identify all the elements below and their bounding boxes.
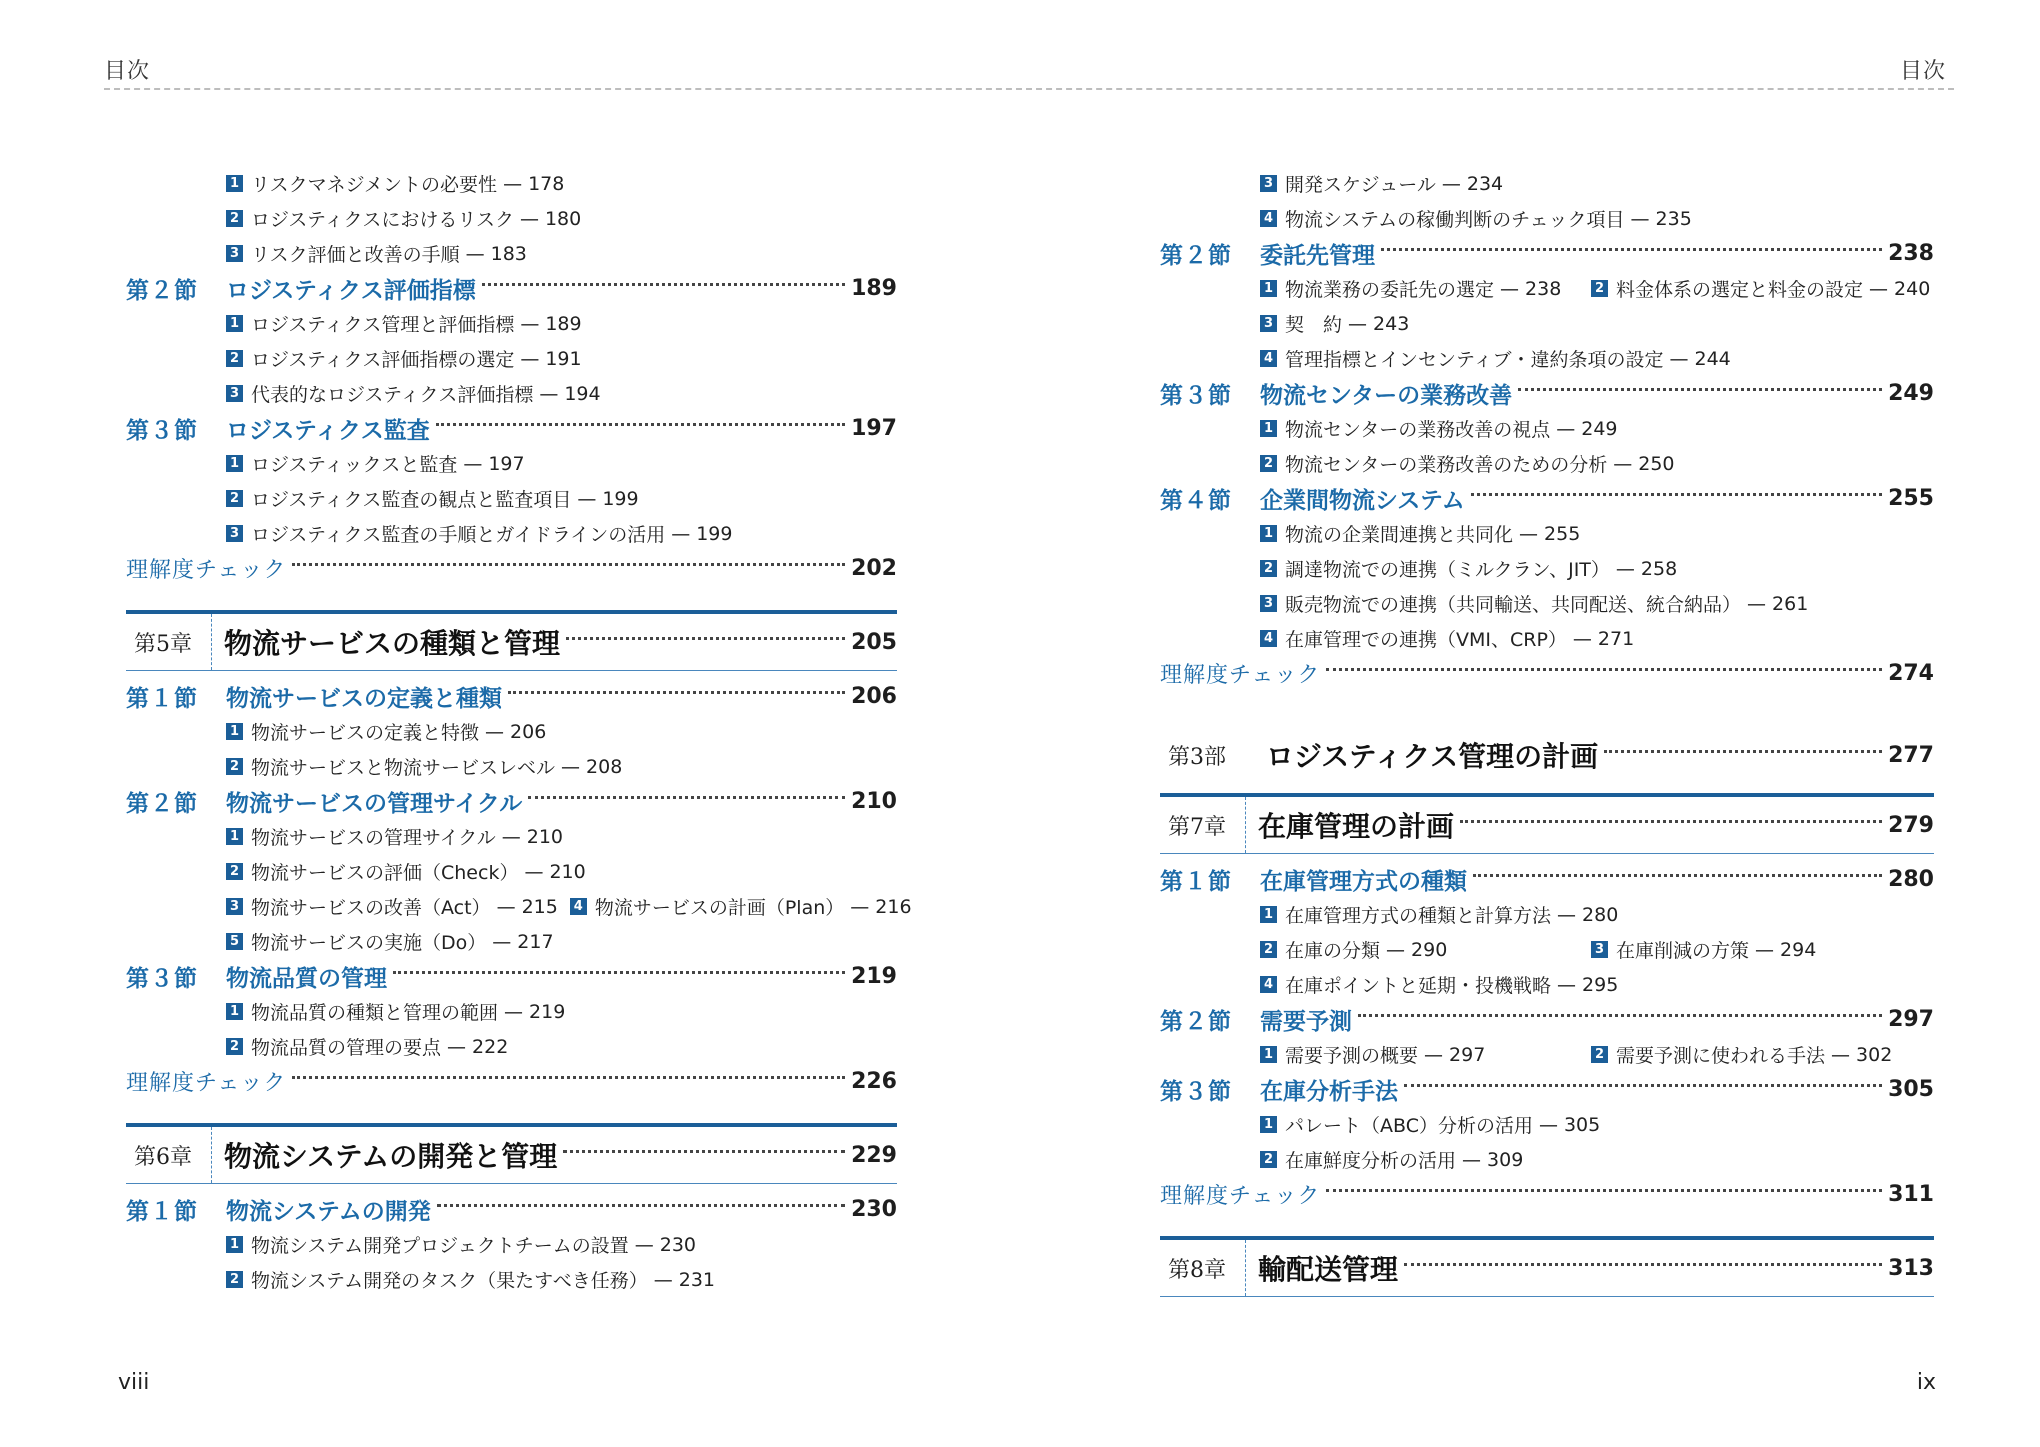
item-title: 物流サービスの改善（Act）: [251, 897, 491, 919]
item-page: 178: [528, 172, 565, 195]
section-page: 197: [851, 416, 897, 441]
toc-section[interactable]: [126, 784, 897, 819]
chapter-title: 在庫管理の計画: [1258, 810, 1455, 843]
item-number-badge: 3: [226, 385, 243, 402]
item-title: ロジスティクス監査の手順とガイドラインの活用: [251, 524, 666, 546]
toc-item[interactable]: 1 物流品質の種類と管理の範囲 — 219: [126, 994, 897, 1029]
toc-chapter[interactable]: [1160, 793, 1934, 854]
part-page: 277: [1888, 742, 1934, 768]
item-title: 物流サービスの計画（Plan）: [594, 897, 845, 919]
leader-dots: [1326, 1189, 1882, 1192]
toc-item[interactable]: 1 物流システム開発プロジェクトチームの設置 — 230: [126, 1227, 897, 1262]
item-number-badge: 2: [1260, 1151, 1277, 1168]
chapter-label: 第7章: [1160, 797, 1246, 853]
toc-chapter[interactable]: [126, 610, 897, 671]
leader-dots: [482, 283, 845, 286]
section-page: 210: [851, 789, 897, 814]
item-page: 215: [521, 895, 558, 918]
leader-dots: [1326, 668, 1882, 671]
item-number-badge: 2: [1591, 280, 1608, 297]
item-title: 物流サービスの実施（Do）: [251, 932, 487, 954]
item-number-badge: 2: [1260, 941, 1277, 958]
item-title: パレート（ABC）分析の活用: [1285, 1115, 1533, 1137]
item-page: 235: [1655, 207, 1692, 230]
section-title: 物流サービスの管理サイクル: [226, 791, 523, 817]
toc-item[interactable]: 4 物流システムの稼働判断のチェック項目 — 235: [1160, 201, 1934, 236]
section-label: 第１節: [1160, 869, 1232, 895]
section-page: 189: [851, 276, 897, 301]
section-title: 物流センターの業務改善: [1260, 383, 1513, 409]
section-title: 物流システムの開発: [226, 1199, 431, 1225]
item-page: 191: [545, 347, 582, 370]
toc-review-check[interactable]: [1160, 1177, 1934, 1212]
leader-dots: [1604, 750, 1882, 753]
toc-item[interactable]: 2 物流品質の管理の要点 — 222: [126, 1029, 897, 1064]
toc-item[interactable]: 2 料金体系の選定と料金の設定 — 240: [1591, 275, 1930, 302]
item-number-badge: 2: [226, 1038, 243, 1055]
leader-dots: [1358, 1014, 1882, 1017]
section-label: 第２節: [1160, 243, 1232, 269]
chapter-page: 279: [1888, 812, 1934, 838]
toc-item[interactable]: 2 ロジスティクス評価指標の選定 — 191: [126, 341, 897, 376]
item-number-badge: 4: [570, 898, 587, 915]
item-number-badge: 2: [226, 210, 243, 227]
item-page: 180: [544, 207, 582, 230]
toc-item[interactable]: 1 需要予測の概要 — 297: [1260, 1041, 1485, 1068]
toc-section[interactable]: [1160, 481, 1934, 516]
toc-item[interactable]: 2 ロジスティクス監査の観点と監査項目 — 199: [126, 481, 897, 516]
item-number-badge: 1: [226, 175, 243, 192]
section-title: 委託先管理: [1260, 243, 1375, 269]
toc-item[interactable]: 2 在庫鮮度分析の活用 — 309: [1160, 1142, 1934, 1177]
toc-item[interactable]: 2 物流サービスの評価（Check） — 210: [126, 854, 897, 889]
item-number-badge: 3: [1260, 595, 1277, 612]
section-title: 企業間物流システム: [1260, 488, 1465, 514]
toc-review-check[interactable]: [126, 551, 897, 586]
item-title: 物流品質の種類と管理の範囲: [251, 1002, 499, 1024]
item-number-badge: 2: [1260, 455, 1277, 472]
toc-item-pair[interactable]: [1160, 1037, 1934, 1072]
leader-dots: [1404, 1263, 1882, 1266]
item-title: 契 約: [1285, 314, 1343, 336]
toc-section[interactable]: [126, 1192, 897, 1227]
item-number-badge: 2: [1260, 560, 1277, 577]
item-number-badge: 2: [1591, 1046, 1608, 1063]
item-title: 在庫削減の方策: [1616, 940, 1750, 962]
item-title: 物流システムの稼働判断のチェック項目: [1285, 209, 1625, 231]
item-page: 290: [1411, 938, 1448, 961]
item-page: 305: [1563, 1113, 1601, 1136]
leader-dots: [1381, 248, 1882, 251]
part-label: 第3部: [1168, 744, 1226, 770]
item-page: 234: [1466, 172, 1504, 195]
toc-chapter[interactable]: [126, 1123, 897, 1184]
toc-item[interactable]: 1 リスクマネジメントの必要性 — 178: [126, 166, 897, 201]
item-number-badge: 4: [1260, 976, 1277, 993]
item-title: 物流サービスと物流サービスレベル: [251, 757, 556, 779]
item-title: 物流システム開発のタスク（果たすべき任務）: [251, 1270, 648, 1292]
check-page: 274: [1888, 661, 1934, 686]
section-label: 第３節: [126, 418, 198, 444]
chapter-label: 第6章: [126, 1127, 212, 1183]
chapter-label: 第5章: [126, 614, 212, 670]
toc-right-page: [1160, 166, 1934, 1305]
item-title: リスク評価と改善の手順: [251, 244, 460, 266]
check-title: 理解度チェック: [126, 1071, 287, 1096]
toc-item[interactable]: 4 在庫管理での連携（VMI、CRP） — 271: [1160, 621, 1934, 656]
toc-section[interactable]: [126, 959, 897, 994]
item-number-badge: 1: [226, 1236, 243, 1253]
section-page: 230: [851, 1197, 897, 1222]
section-label: 第４節: [1160, 488, 1232, 514]
running-header-right: 目次: [1899, 59, 1946, 84]
item-number-badge: 1: [226, 455, 243, 472]
item-page: 249: [1581, 417, 1618, 440]
toc-item[interactable]: 3 開発スケジュール — 234: [1160, 166, 1934, 201]
item-number-badge: 2: [226, 758, 243, 775]
leader-dots: [292, 1076, 845, 1079]
item-page: 297: [1449, 1043, 1486, 1066]
item-title: 物流サービスの管理サイクル: [251, 827, 496, 849]
item-page: 240: [1894, 277, 1931, 300]
item-number-badge: 2: [226, 490, 243, 507]
item-number-badge: 1: [1260, 420, 1277, 437]
check-page: 202: [851, 556, 897, 581]
toc-item[interactable]: 2 在庫の分類 — 290: [1260, 936, 1447, 963]
toc-item[interactable]: 2 ロジスティクスにおけるリスク — 180: [126, 201, 897, 236]
toc-item[interactable]: 1 物流サービスの管理サイクル — 210: [126, 819, 897, 854]
item-page: 280: [1582, 903, 1619, 926]
section-page: 305: [1888, 1077, 1934, 1102]
toc-item[interactable]: 3 販売物流での連携（共同輸送、共同配送、統合納品） — 261: [1160, 586, 1934, 621]
item-title: ロジスティクス監査の観点と監査項目: [251, 489, 572, 511]
check-title: 理解度チェック: [1160, 663, 1321, 688]
item-page: 208: [586, 755, 623, 778]
item-title: 物流サービスの定義と特徴: [251, 722, 480, 744]
toc-item[interactable]: 3 在庫削減の方策 — 294: [1591, 936, 1816, 963]
chapter-label: 第8章: [1160, 1240, 1246, 1296]
section-label: 第２節: [126, 278, 198, 304]
item-title: 販売物流での連携（共同輸送、共同配送、統合納品）: [1285, 594, 1742, 616]
item-page: 189: [545, 312, 582, 335]
check-page: 311: [1888, 1182, 1934, 1207]
item-page: 238: [1525, 277, 1562, 300]
chapter-title: 物流システムの開発と管理: [224, 1140, 558, 1173]
item-title: 需要予測の概要: [1285, 1045, 1419, 1067]
chapter-page: 205: [851, 629, 897, 655]
toc-item[interactable]: 2 物流センターの業務改善のための分析 — 250: [1160, 446, 1934, 481]
section-title: 在庫管理方式の種類: [1260, 869, 1467, 895]
toc-item[interactable]: 4 在庫ポイントと延期・投機戦略 — 295: [1160, 967, 1934, 1002]
item-page: 222: [472, 1035, 509, 1058]
section-label: 第３節: [1160, 383, 1232, 409]
chapter-page: 313: [1888, 1255, 1934, 1281]
item-title: 物流品質の管理の要点: [251, 1037, 442, 1059]
item-number-badge: 1: [1260, 1116, 1277, 1133]
toc-item[interactable]: 4 管理指標とインセンティブ・違約条項の設定 — 244: [1160, 341, 1934, 376]
item-page: 255: [1544, 522, 1581, 545]
item-title: 物流センターの業務改善の視点: [1285, 419, 1551, 441]
toc-item[interactable]: 3 契 約 — 243: [1160, 306, 1934, 341]
toc-left-page: [126, 166, 912, 1297]
item-title: 在庫の分類: [1285, 940, 1381, 962]
item-page: 302: [1856, 1043, 1893, 1066]
toc-item[interactable]: 1 パレート（ABC）分析の活用 — 305: [1160, 1107, 1934, 1142]
item-title: 物流業務の委託先の選定: [1285, 279, 1495, 301]
page-number-left: viii: [118, 1370, 150, 1395]
item-title: 在庫鮮度分析の活用: [1285, 1150, 1457, 1172]
item-number-badge: 4: [1260, 210, 1277, 227]
item-title: 物流システム開発プロジェクトチームの設置: [251, 1235, 629, 1257]
item-number-badge: 3: [226, 245, 243, 262]
item-title: 在庫ポイントと延期・投機戦略: [1285, 975, 1552, 997]
section-page: 280: [1888, 867, 1934, 892]
section-page: 219: [851, 964, 897, 989]
item-number-badge: 1: [226, 1003, 243, 1020]
toc-item[interactable]: 3 物流サービスの改善（Act） — 215: [226, 893, 558, 920]
leader-dots: [1473, 874, 1882, 877]
item-number-badge: 3: [1591, 941, 1608, 958]
toc-item[interactable]: 1 物流の企業間連携と共同化 — 255: [1160, 516, 1934, 551]
check-title: 理解度チェック: [126, 558, 287, 583]
part-title: ロジスティクス管理の計画: [1266, 740, 1599, 773]
item-title: ロジスティックスと監査: [251, 454, 458, 476]
section-label: 第１節: [126, 1199, 198, 1225]
item-title: 物流サービスの評価（Check）: [251, 862, 519, 884]
item-page: 194: [564, 382, 601, 405]
item-number-badge: 1: [1260, 525, 1277, 542]
toc-section[interactable]: [1160, 1072, 1934, 1107]
item-page: 294: [1780, 938, 1817, 961]
section-label: 第３節: [126, 966, 198, 992]
item-title: ロジスティクス評価指標の選定: [251, 349, 515, 371]
toc-item[interactable]: 1 在庫管理方式の種類と計算方法 — 280: [1160, 897, 1934, 932]
section-page: 206: [851, 684, 897, 709]
item-number-badge: 3: [1260, 175, 1277, 192]
leader-dots: [1460, 820, 1882, 823]
item-title: ロジスティクスにおけるリスク: [251, 209, 514, 231]
toc-item[interactable]: 3 代表的なロジスティクス評価指標 — 194: [126, 376, 897, 411]
section-page: 249: [1888, 381, 1934, 406]
leader-dots: [1471, 493, 1882, 496]
chapter-page: 229: [851, 1142, 897, 1168]
leader-dots: [436, 423, 845, 426]
toc-section[interactable]: [126, 271, 897, 306]
toc-part[interactable]: [1160, 727, 1934, 783]
item-title: 需要予測に使われる手法: [1616, 1045, 1826, 1067]
item-title: 管理指標とインセンティブ・違約条項の設定: [1285, 349, 1664, 371]
item-page: 216: [875, 895, 912, 918]
toc-item[interactable]: 3 ロジスティクス監査の手順とガイドラインの活用 — 199: [126, 516, 897, 551]
toc-item[interactable]: 1 物流業務の委託先の選定 — 238: [1260, 275, 1561, 302]
toc-item[interactable]: 1 物流サービスの定義と特徴 — 206: [126, 714, 897, 749]
item-title: 物流の企業間連携と共同化: [1285, 524, 1514, 546]
item-number-badge: 3: [1260, 315, 1277, 332]
item-page: 258: [1640, 557, 1678, 580]
item-page: 231: [678, 1268, 715, 1291]
toc-section[interactable]: [1160, 1002, 1934, 1037]
leader-dots: [528, 796, 845, 799]
item-page: 250: [1638, 452, 1675, 475]
item-page: 309: [1487, 1148, 1524, 1171]
section-title: 物流品質の管理: [226, 966, 387, 992]
toc-section[interactable]: [1160, 376, 1934, 411]
item-page: 219: [529, 1000, 566, 1023]
item-title: 物流センターの業務改善のための分析: [1285, 454, 1608, 476]
item-title: 料金体系の選定と料金の設定: [1616, 279, 1864, 301]
item-page: 183: [490, 242, 527, 265]
item-page: 206: [510, 720, 547, 743]
section-page: 297: [1888, 1007, 1934, 1032]
leader-dots: [1518, 388, 1882, 391]
toc-item[interactable]: 5 物流サービスの実施（Do） — 217: [126, 924, 897, 959]
toc-item-pair[interactable]: [1160, 932, 1934, 967]
item-number-badge: 2: [226, 863, 243, 880]
section-title: 在庫分析手法: [1260, 1079, 1398, 1105]
section-title: ロジスティクス評価指標: [226, 278, 476, 304]
item-page: 217: [517, 930, 554, 953]
leader-dots: [437, 1204, 845, 1207]
leader-dots: [566, 637, 845, 640]
toc-item[interactable]: 2 需要予測に使われる手法 — 302: [1591, 1041, 1892, 1068]
section-title: ロジスティクス監査: [226, 418, 430, 444]
leader-dots: [393, 971, 845, 974]
toc-item[interactable]: 1 ロジスティクス管理と評価指標 — 189: [126, 306, 897, 341]
item-page: 199: [602, 487, 639, 510]
item-number-badge: 1: [226, 723, 243, 740]
item-number-badge: 2: [226, 1271, 243, 1288]
toc-item-pair[interactable]: [1160, 271, 1934, 306]
item-title: 調達物流での連携（ミルクラン、JIT）: [1285, 559, 1610, 581]
item-page: 271: [1597, 627, 1635, 650]
toc-item[interactable]: 1 物流センターの業務改善の視点 — 249: [1160, 411, 1934, 446]
item-number-badge: 1: [226, 315, 243, 332]
item-number-badge: 1: [1260, 280, 1277, 297]
item-page: 199: [696, 522, 733, 545]
chapter-title: 輸配送管理: [1258, 1253, 1399, 1286]
toc-item[interactable]: 2 調達物流での連携（ミルクラン、JIT） — 258: [1160, 551, 1934, 586]
page-number-right: ix: [1916, 1370, 1936, 1395]
item-title: リスクマネジメントの必要性: [251, 174, 498, 196]
section-label: 第３節: [1160, 1079, 1232, 1105]
leader-dots: [292, 563, 845, 566]
toc-review-check[interactable]: [1160, 656, 1934, 691]
section-label: 第２節: [1160, 1009, 1232, 1035]
section-page: 238: [1888, 241, 1934, 266]
toc-chapter[interactable]: [1160, 1236, 1934, 1297]
leader-dots: [508, 691, 845, 694]
running-header-left: 目次: [104, 59, 151, 84]
item-page: 210: [526, 825, 563, 848]
item-number-badge: 5: [226, 933, 243, 950]
item-title: ロジスティクス管理と評価指標: [251, 314, 515, 336]
item-title: 開発スケジュール: [1285, 174, 1436, 196]
item-number-badge: 4: [1260, 350, 1277, 367]
check-title: 理解度チェック: [1160, 1184, 1321, 1209]
item-number-badge: 3: [226, 525, 243, 542]
item-number-badge: 2: [226, 350, 243, 367]
item-number-badge: 1: [226, 828, 243, 845]
item-number-badge: 1: [1260, 906, 1277, 923]
section-page: 255: [1888, 486, 1934, 511]
toc-item[interactable]: 2 物流サービスと物流サービスレベル — 208: [126, 749, 897, 784]
item-number-badge: 4: [1260, 630, 1277, 647]
section-title: 物流サービスの定義と種類: [226, 686, 502, 712]
chapter-title: 物流サービスの種類と管理: [224, 627, 561, 660]
item-title: 在庫管理方式の種類と計算方法: [1285, 905, 1552, 927]
leader-dots: [1404, 1084, 1882, 1087]
item-page: 243: [1373, 312, 1410, 335]
toc-section[interactable]: [126, 411, 897, 446]
item-page: 261: [1772, 592, 1809, 615]
toc-item[interactable]: 4 物流サービスの計画（Plan） — 216: [570, 893, 912, 920]
toc-section[interactable]: [1160, 862, 1934, 897]
header-divider: [104, 88, 1954, 90]
item-page: 197: [488, 452, 525, 475]
toc-item-pair[interactable]: [126, 889, 912, 924]
check-page: 226: [851, 1069, 897, 1094]
item-page: 295: [1582, 973, 1619, 996]
item-page: 244: [1694, 347, 1731, 370]
item-title: 在庫管理での連携（VMI、CRP）: [1285, 629, 1567, 651]
toc-item[interactable]: 3 リスク評価と改善の手順 — 183: [126, 236, 897, 271]
item-number-badge: 3: [226, 898, 243, 915]
toc-section[interactable]: [126, 679, 897, 714]
leader-dots: [563, 1150, 845, 1153]
item-title: 代表的なロジスティクス評価指標: [251, 384, 534, 406]
item-number-badge: 1: [1260, 1046, 1277, 1063]
section-title: 需要予測: [1260, 1009, 1352, 1035]
section-label: 第１節: [126, 686, 198, 712]
toc-item[interactable]: 1 ロジスティックスと監査 — 197: [126, 446, 897, 481]
toc-item[interactable]: 2 物流システム開発のタスク（果たすべき任務） — 231: [126, 1262, 897, 1297]
item-page: 230: [659, 1233, 696, 1256]
section-label: 第２節: [126, 791, 198, 817]
item-page: 210: [549, 860, 586, 883]
toc-review-check[interactable]: [126, 1064, 897, 1099]
toc-section[interactable]: [1160, 236, 1934, 271]
